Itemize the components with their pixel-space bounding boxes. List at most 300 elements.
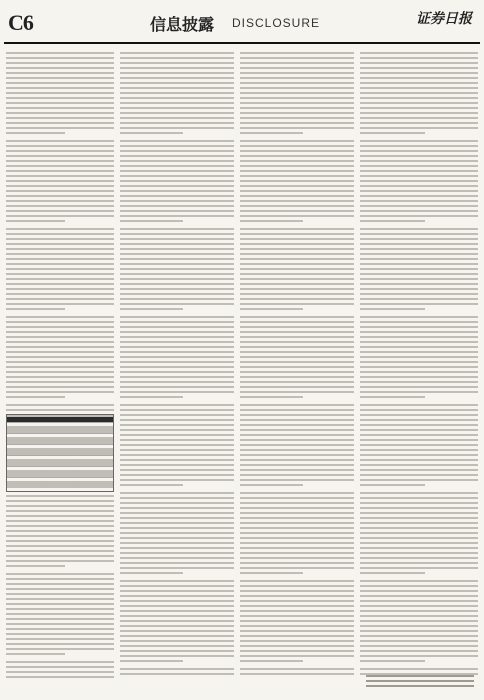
text-line — [120, 645, 234, 647]
text-line — [120, 243, 234, 245]
text-line — [6, 540, 114, 542]
text-line — [120, 464, 234, 466]
text-line — [240, 233, 354, 235]
text-line — [120, 404, 234, 406]
text-line — [120, 610, 234, 612]
text-line — [6, 510, 114, 512]
text-line — [240, 660, 303, 662]
text-line — [240, 72, 354, 74]
text-line — [240, 102, 354, 104]
text-line — [120, 228, 234, 230]
text-line — [6, 102, 114, 104]
table-cell — [43, 470, 79, 472]
text-line — [120, 600, 234, 602]
text-line — [240, 316, 354, 318]
text-line — [240, 346, 354, 348]
text-line — [240, 522, 354, 524]
text-line — [360, 253, 478, 255]
text-line — [360, 165, 478, 167]
text-line — [240, 122, 354, 124]
text-line — [6, 243, 114, 245]
text-line — [240, 580, 354, 582]
text-line — [6, 500, 114, 502]
text-line — [240, 278, 354, 280]
text-line — [360, 585, 478, 587]
text-line — [360, 283, 478, 285]
text-line — [6, 366, 114, 368]
text-line — [240, 391, 354, 393]
text-line — [360, 273, 478, 275]
table-cell — [43, 437, 79, 439]
text-line — [360, 459, 478, 461]
text-line — [6, 200, 114, 202]
text-line — [6, 593, 114, 595]
text-line — [360, 308, 425, 310]
text-line — [120, 331, 234, 333]
text-line — [240, 303, 354, 305]
text-line — [360, 454, 478, 456]
text-line — [6, 117, 114, 119]
text-line — [120, 484, 183, 486]
text-line — [240, 484, 303, 486]
text-line — [6, 555, 114, 557]
text-line — [240, 650, 354, 652]
text-line — [120, 580, 234, 582]
text-line — [120, 479, 234, 481]
text-line — [120, 150, 234, 152]
table-row — [7, 426, 113, 434]
text-line — [360, 512, 478, 514]
text-line — [360, 82, 478, 84]
text-line — [120, 341, 234, 343]
text-line — [240, 620, 354, 622]
table-cell — [7, 448, 43, 450]
text-line — [360, 258, 478, 260]
text-line — [240, 263, 354, 265]
text-line — [240, 180, 354, 182]
page-number: C6 — [8, 10, 33, 35]
text-line — [360, 371, 478, 373]
text-line — [120, 439, 234, 441]
text-line — [360, 127, 478, 129]
text-line — [6, 391, 114, 393]
text-line — [240, 185, 354, 187]
text-line — [120, 542, 234, 544]
text-line — [240, 459, 354, 461]
text-line — [360, 361, 478, 363]
text-line — [120, 122, 234, 124]
text-line — [6, 588, 114, 590]
text-line — [120, 630, 234, 632]
text-line — [360, 316, 478, 318]
text-line — [240, 205, 354, 207]
text-line — [240, 635, 354, 637]
text-line — [240, 376, 354, 378]
text-line — [240, 361, 354, 363]
text-line — [6, 303, 114, 305]
text-line — [120, 326, 234, 328]
text-line — [120, 298, 234, 300]
text-line — [360, 439, 478, 441]
text-line — [240, 502, 354, 504]
text-line — [240, 341, 354, 343]
text-line — [120, 195, 234, 197]
text-line — [120, 200, 234, 202]
text-line — [360, 87, 478, 89]
text-line — [6, 190, 114, 192]
text-line — [240, 112, 354, 114]
text-line — [360, 650, 478, 652]
text-line — [240, 140, 354, 142]
text-line — [6, 283, 114, 285]
text-line — [360, 366, 478, 368]
article-column-1 — [6, 52, 114, 680]
text-line — [6, 376, 114, 378]
text-line — [6, 238, 114, 240]
text-line — [120, 117, 234, 119]
text-line — [120, 288, 234, 290]
text-line — [240, 630, 354, 632]
text-line — [360, 376, 478, 378]
text-line — [360, 547, 478, 549]
text-line — [360, 464, 478, 466]
text-line — [120, 107, 234, 109]
table-cell — [7, 470, 43, 472]
text-line — [360, 351, 478, 353]
text-line — [6, 505, 114, 507]
text-line — [360, 414, 478, 416]
text-line — [6, 150, 114, 152]
text-line — [6, 495, 114, 497]
text-line — [240, 479, 354, 481]
text-line — [6, 545, 114, 547]
text-line — [240, 107, 354, 109]
page-header — [0, 0, 484, 46]
text-line — [120, 640, 234, 642]
article-column-3 — [240, 52, 354, 680]
text-line — [6, 331, 114, 333]
text-line — [240, 557, 354, 559]
table-cell — [43, 426, 79, 428]
text-line — [6, 351, 114, 353]
text-line — [6, 210, 114, 212]
text-line — [240, 645, 354, 647]
text-line — [120, 132, 183, 134]
text-line — [240, 444, 354, 446]
text-line — [360, 356, 478, 358]
text-line — [120, 205, 234, 207]
text-line — [240, 77, 354, 79]
text-line — [120, 557, 234, 559]
text-line — [360, 112, 478, 114]
text-line — [240, 258, 354, 260]
text-line — [240, 542, 354, 544]
text-line — [360, 132, 425, 134]
text-line — [120, 155, 234, 157]
text-line — [240, 449, 354, 451]
text-line — [6, 409, 114, 411]
text-line — [360, 396, 425, 398]
text-line — [6, 618, 114, 620]
text-line — [6, 661, 114, 663]
table-row — [7, 415, 113, 423]
text-line — [360, 288, 478, 290]
text-line — [240, 308, 303, 310]
text-line — [6, 666, 114, 668]
text-line — [120, 97, 234, 99]
text-line — [6, 336, 114, 338]
text-line — [240, 469, 354, 471]
text-line — [120, 502, 234, 504]
text-line — [360, 238, 478, 240]
text-line — [360, 200, 478, 202]
text-line — [120, 547, 234, 549]
text-line — [120, 532, 234, 534]
table-row — [7, 459, 113, 467]
text-line — [120, 127, 234, 129]
text-line — [360, 381, 478, 383]
text-line — [240, 127, 354, 129]
text-line — [240, 268, 354, 270]
text-line — [6, 195, 114, 197]
table-cell — [43, 481, 79, 483]
text-line — [360, 92, 478, 94]
text-line — [240, 253, 354, 255]
text-line — [240, 298, 354, 300]
text-line — [360, 469, 478, 471]
text-line — [360, 660, 425, 662]
table-row — [7, 448, 113, 456]
text-line — [120, 625, 234, 627]
text-line — [360, 190, 478, 192]
text-line — [6, 67, 114, 69]
text-line — [240, 497, 354, 499]
text-line — [120, 386, 234, 388]
text-line — [120, 321, 234, 323]
text-line — [6, 72, 114, 74]
table-cell — [78, 470, 113, 472]
text-line — [120, 655, 234, 657]
text-line — [120, 497, 234, 499]
text-line — [6, 263, 114, 265]
text-line — [120, 454, 234, 456]
text-line — [360, 210, 478, 212]
text-line — [240, 585, 354, 587]
text-line — [360, 180, 478, 182]
text-line — [240, 537, 354, 539]
text-line — [240, 429, 354, 431]
text-line — [360, 404, 478, 406]
text-line — [6, 676, 114, 678]
text-line — [120, 170, 234, 172]
text-line — [120, 562, 234, 564]
text-line — [120, 449, 234, 451]
text-line — [240, 439, 354, 441]
text-line — [6, 565, 65, 567]
text-line — [120, 190, 234, 192]
text-line — [6, 386, 114, 388]
text-line — [240, 404, 354, 406]
text-line — [6, 628, 114, 630]
text-line — [120, 160, 234, 162]
text-line — [240, 673, 354, 675]
text-line — [240, 492, 354, 494]
text-line — [360, 645, 478, 647]
text-line — [240, 220, 303, 222]
text-line — [240, 396, 303, 398]
text-line — [360, 160, 478, 162]
text-line — [120, 215, 234, 217]
text-line — [120, 474, 234, 476]
text-line — [120, 346, 234, 348]
text-line — [240, 132, 303, 134]
text-line — [240, 175, 354, 177]
text-line — [6, 648, 114, 650]
text-line — [120, 165, 234, 167]
text-line — [6, 248, 114, 250]
text-line — [6, 633, 114, 635]
text-line — [6, 346, 114, 348]
table-cell — [78, 415, 113, 417]
text-line — [240, 366, 354, 368]
text-line — [120, 595, 234, 597]
text-line — [360, 220, 425, 222]
text-line — [360, 590, 478, 592]
text-line — [360, 434, 478, 436]
text-line — [240, 434, 354, 436]
text-line — [120, 77, 234, 79]
text-line — [360, 341, 478, 343]
text-line — [360, 474, 478, 476]
text-line — [240, 293, 354, 295]
text-line — [360, 449, 478, 451]
text-line — [120, 67, 234, 69]
text-line — [240, 600, 354, 602]
text-line — [6, 515, 114, 517]
text-line — [240, 283, 354, 285]
table-cell — [7, 426, 43, 428]
text-line — [360, 321, 478, 323]
text-line — [120, 424, 234, 426]
text-line — [6, 92, 114, 94]
text-line — [360, 391, 478, 393]
text-line — [240, 331, 354, 333]
text-line — [120, 112, 234, 114]
text-line — [6, 560, 114, 562]
text-line — [6, 583, 114, 585]
text-line — [6, 205, 114, 207]
text-line — [120, 220, 183, 222]
text-line — [240, 668, 354, 670]
text-line — [360, 122, 478, 124]
text-line — [360, 175, 478, 177]
text-line — [6, 308, 65, 310]
text-line — [6, 57, 114, 59]
text-line — [120, 92, 234, 94]
table-row — [7, 437, 113, 445]
text-line — [240, 82, 354, 84]
text-line — [360, 72, 478, 74]
text-line — [6, 112, 114, 114]
text-line — [6, 180, 114, 182]
text-line — [6, 258, 114, 260]
table-row — [7, 470, 113, 478]
text-line — [6, 341, 114, 343]
text-line — [360, 562, 478, 564]
text-line — [240, 615, 354, 617]
text-line — [360, 331, 478, 333]
text-line — [240, 210, 354, 212]
text-line — [360, 185, 478, 187]
text-line — [120, 278, 234, 280]
text-line — [360, 62, 478, 64]
text-line — [240, 117, 354, 119]
text-line — [120, 210, 234, 212]
text-line — [6, 520, 114, 522]
text-line — [6, 278, 114, 280]
text-line — [6, 316, 114, 318]
text-line — [120, 87, 234, 89]
text-line — [240, 228, 354, 230]
text-line — [6, 215, 114, 217]
text-line — [360, 336, 478, 338]
text-line — [240, 190, 354, 192]
text-line — [360, 107, 478, 109]
text-line — [120, 572, 183, 574]
text-line — [360, 409, 478, 411]
text-line — [120, 283, 234, 285]
text-line — [360, 170, 478, 172]
text-line — [120, 434, 234, 436]
text-line — [120, 585, 234, 587]
text-line — [120, 650, 234, 652]
text-line — [240, 527, 354, 529]
text-line — [6, 321, 114, 323]
text-line — [240, 170, 354, 172]
text-line — [6, 643, 114, 645]
text-line — [6, 253, 114, 255]
table-cell — [43, 415, 79, 417]
text-line — [6, 140, 114, 142]
text-line — [360, 552, 478, 554]
text-line — [6, 228, 114, 230]
text-line — [6, 573, 114, 575]
text-line — [240, 409, 354, 411]
table-cell — [7, 459, 43, 461]
text-line — [6, 598, 114, 600]
table-cell — [7, 437, 43, 439]
text-line — [6, 578, 114, 580]
text-line — [240, 532, 354, 534]
text-line — [120, 615, 234, 617]
text-line — [6, 185, 114, 187]
text-line — [240, 567, 354, 569]
text-line — [120, 102, 234, 104]
text-line — [240, 62, 354, 64]
text-line — [6, 155, 114, 157]
text-line — [360, 640, 478, 642]
text-line — [120, 512, 234, 514]
text-line — [120, 351, 234, 353]
text-line — [6, 77, 114, 79]
text-line — [360, 263, 478, 265]
article-column-4 — [360, 52, 478, 680]
text-line — [120, 238, 234, 240]
text-line — [120, 248, 234, 250]
text-line — [360, 386, 478, 388]
text-line — [360, 195, 478, 197]
text-line — [120, 429, 234, 431]
